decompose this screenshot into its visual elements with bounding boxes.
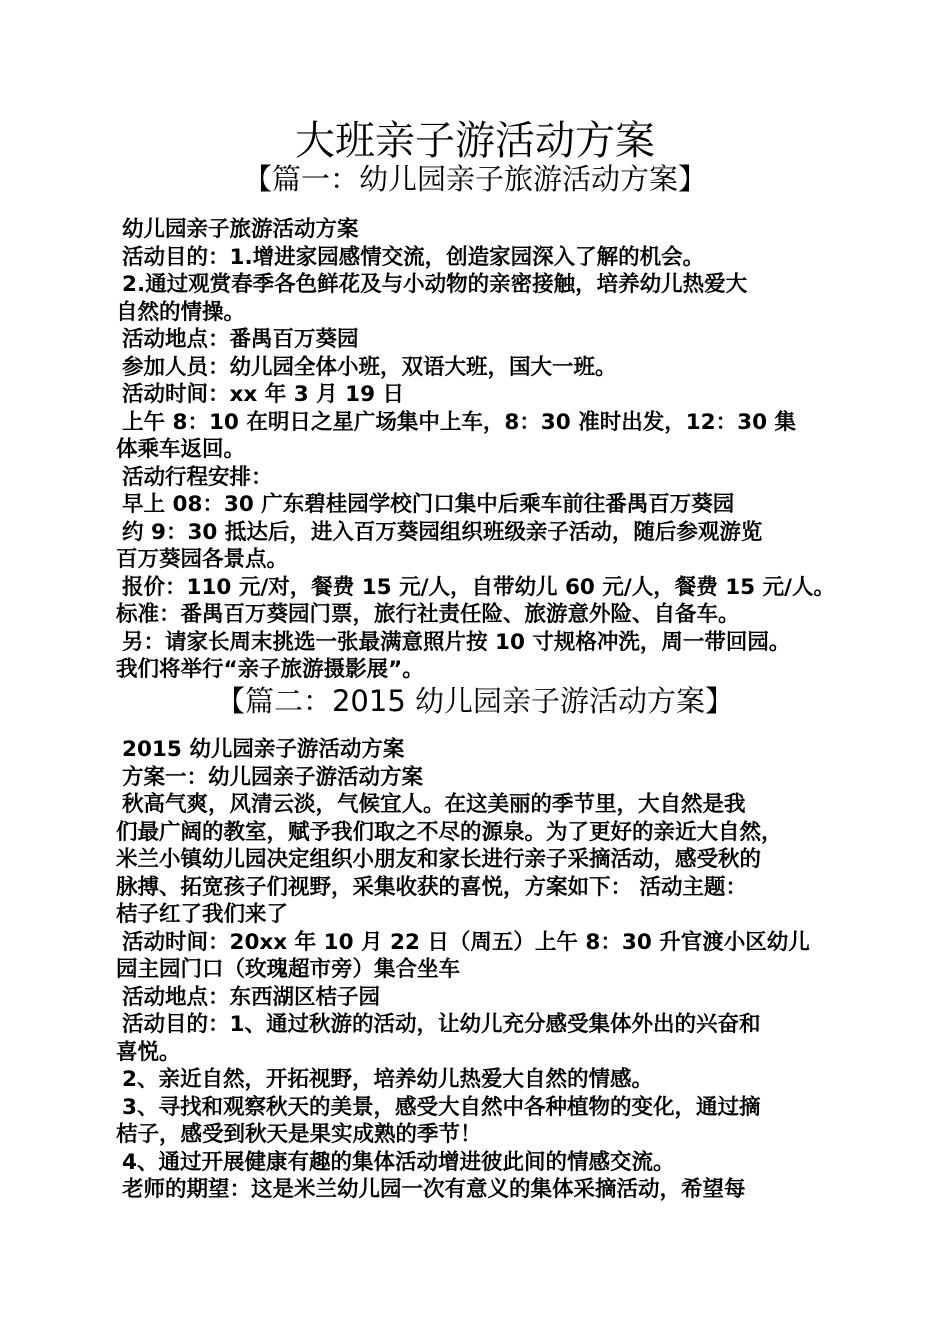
text-line: 2.通过观赏春季各色鲜花及与小动物的亲密接触，培养幼儿热爱大 xyxy=(122,272,748,297)
text-line: 幼儿园亲子旅游活动方案 xyxy=(122,217,359,242)
text-line: 活动行程安排： xyxy=(122,464,273,490)
text-line: 桔子，感受到秋天是果实成熟的季节！ xyxy=(116,1122,482,1147)
text-line: 上午 8：10 在明日之星广场集中上车，8：30 准时出发，12：30 集 xyxy=(122,409,797,435)
text-line: 2、亲近自然，开拓视野，培养幼儿热爱大自然的情感。 xyxy=(122,1067,653,1092)
text-line: 活动时间：xx 年 3 月 19 日 xyxy=(122,382,405,407)
document-title: 大班亲子游活动方案 xyxy=(295,118,655,164)
text-line: 百万葵园各景点。 xyxy=(116,547,289,572)
text-line: 我们将举行“亲子旅游摄影展”。 xyxy=(116,657,424,682)
text-line: 标准：番禺百万葵园门票，旅行社责任险、旅游意外险、自备车。 xyxy=(116,602,740,627)
text-line: 自然的情操。 xyxy=(116,299,246,325)
text-line: 4、通过开展健康有趣的集体活动增进彼此间的情感交流。 xyxy=(122,1149,675,1175)
text-line: 活动目的：1.增进家园感情交流，创造家园深入了解的机会。 xyxy=(122,244,705,270)
text-line: 早上 08：30 广东碧桂园学校门口集中后乘车前往番禺百万葵园 xyxy=(122,492,735,517)
text-line: 活动时间：20xx 年 10 月 22 日（周五）上午 8：30 升官渡小区幼儿 xyxy=(122,929,810,955)
text-line: 方案一：幼儿园亲子游活动方案 xyxy=(122,764,424,790)
text-line: 3、寻找和观察秋天的美景，感受大自然中各种植物的变化，通过摘 xyxy=(122,1094,761,1120)
text-line: 另：请家长周末挑选一张最满意照片按 10 寸规格冲洗，周一带回园。 xyxy=(122,629,791,655)
section-1-body xyxy=(116,216,836,684)
text-line: 脉搏、拓宽孩子们视野，采集收获的喜悦，方案如下： 活动主题： xyxy=(116,874,747,900)
text-line: 秋高气爽，风清云淡，气候宜人。在这美丽的季节里，大自然是我 xyxy=(122,792,746,817)
text-line: 约 9：30 抵达后，进入百万葵园组织班级亲子活动，随后参观游览 xyxy=(122,519,763,545)
text-line: 体乘车返回。 xyxy=(116,437,246,462)
section-2-body xyxy=(116,736,836,1204)
text-line: 桔子红了我们来了 xyxy=(116,902,289,927)
text-line: 活动目的：1、通过秋游的活动，让幼儿充分感受集体外出的兴奋和 xyxy=(122,1012,761,1037)
text-line: 2015 幼儿园亲子游活动方案 xyxy=(122,737,405,762)
text-line: 喜悦。 xyxy=(116,1039,181,1065)
text-line: 园主园门口（玫瑰超市旁）集合坐车 xyxy=(116,957,461,982)
text-line: 们最广阔的教室，赋予我们取之不尽的源泉。为了更好的亲近大自然， xyxy=(116,819,783,845)
text-line: 参加人员：幼儿园全体小班，双语大班，国大一班。 xyxy=(122,354,617,380)
text-line: 米兰小镇幼儿园决定组织小朋友和家长进行亲子采摘活动，感受秋的 xyxy=(116,847,762,872)
text-line: 报价：110 元/对，餐费 15 元/人，自带幼儿 60 元/人，餐费 15 元/人。 xyxy=(122,574,835,600)
section-heading-2: 【篇二：2015 幼儿园亲子游活动方案】 xyxy=(215,684,735,718)
section-heading-1: 【篇一：幼儿园亲子旅游活动方案】 xyxy=(242,162,707,196)
text-line: 活动地点：东西湖区桔子园 xyxy=(122,984,381,1010)
text-line: 老师的期望：这是米兰幼儿园一次有意义的集体采摘活动，希望每 xyxy=(122,1177,746,1202)
text-line: 活动地点：番禺百万葵园 xyxy=(122,327,359,352)
